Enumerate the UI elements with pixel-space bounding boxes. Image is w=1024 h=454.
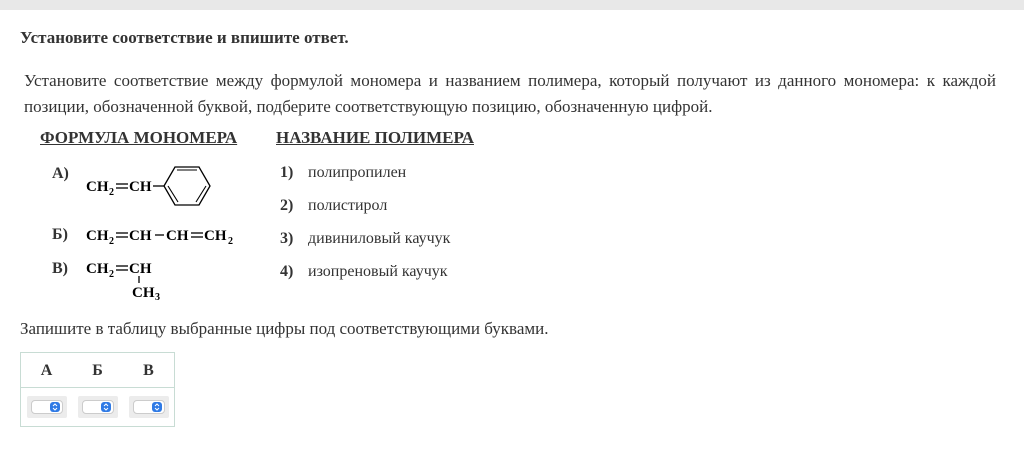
option-label: изопреновый каучук: [308, 263, 448, 280]
svg-text:2: 2: [228, 236, 233, 247]
polymer-column-title: НАЗВАНИЕ ПОЛИМЕРА: [276, 128, 474, 147]
option-number: 4): [280, 263, 294, 280]
monomer-formula-b: [82, 222, 252, 250]
option-label: полистирол: [308, 197, 388, 214]
monomer-letter-a: А): [52, 165, 69, 182]
svg-text:CH: CH: [129, 228, 152, 244]
answer-select-b[interactable]: [82, 400, 114, 414]
svg-text:CH: CH: [204, 228, 227, 244]
svg-text:CH: CH: [86, 179, 109, 195]
polymer-option-3: [280, 230, 450, 248]
svg-text:2: 2: [109, 269, 114, 280]
monomer-letter-b: Б): [52, 226, 68, 243]
answer-header-b: Б: [92, 362, 103, 379]
answer-table-header: [21, 353, 174, 388]
task-prompt: Установите соответствие между формулой мономера и названием полимера, который получают из данного мономера: к каждой позиции, обозначенной буквой, подберите соответствующую позицию, обозначенную цифрой.: [24, 71, 996, 116]
answer-cell-b: [78, 396, 118, 418]
svg-text:CH: CH: [132, 285, 155, 301]
option-number: 1): [280, 164, 294, 181]
option-number: 2): [280, 197, 294, 214]
answer-select-c[interactable]: [133, 400, 165, 414]
option-number: 3): [280, 230, 294, 247]
answer-select-a[interactable]: [31, 400, 63, 414]
svg-text:2: 2: [109, 187, 114, 198]
svg-text:3: 3: [155, 292, 160, 303]
option-label: полипропилен: [308, 164, 407, 181]
polymer-option-1: [280, 164, 406, 182]
svg-text:2: 2: [109, 236, 114, 247]
select-chevron-icon: [152, 402, 162, 412]
monomer-column-title: ФОРМУЛА МОНОМЕРА: [40, 128, 238, 147]
answer-cell-a: [27, 396, 67, 418]
svg-text:CH: CH: [86, 228, 109, 244]
top-bar: [0, 0, 1024, 10]
benzene-ring-icon: [164, 167, 210, 205]
option-label: дивиниловый каучук: [308, 230, 451, 247]
polymer-option-2: [280, 197, 387, 215]
task-heading: Установите соответствие и впишите ответ.: [20, 28, 349, 47]
svg-text:CH: CH: [129, 261, 152, 277]
monomer-letter-c: В): [52, 260, 68, 277]
answer-header-a: А: [40, 362, 53, 379]
polymer-option-4: [280, 263, 448, 281]
monomer-formula-c: [82, 256, 182, 304]
answer-header-c: В: [143, 362, 154, 379]
answer-cell-c: [129, 396, 169, 418]
svg-text:CH: CH: [86, 261, 109, 277]
svg-text:CH: CH: [166, 228, 189, 244]
select-chevron-icon: [50, 402, 60, 412]
select-chevron-icon: [101, 402, 111, 412]
answer-instruction: Запишите в таблицу выбранные цифры под соответствующими буквами.: [20, 319, 549, 338]
svg-text:CH: CH: [129, 179, 152, 195]
answer-table: [20, 352, 175, 427]
monomer-formula-a: [82, 160, 222, 210]
